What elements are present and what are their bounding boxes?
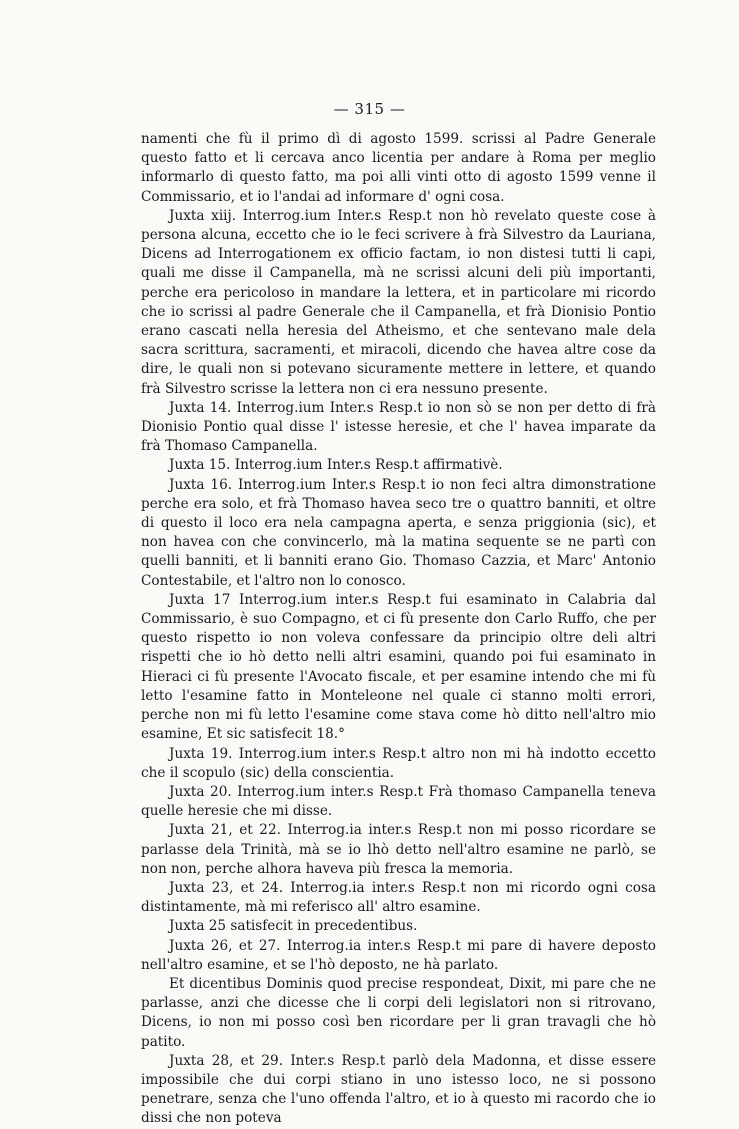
paragraph: Et dicentibus Dominis quod precise respondeat, Dixit, mi pare che ne parlasse, anzi che dicesse che li corpi deli legislatori non si ritrovano, Dicens, io non mi posso così ben ricordare per li gran travagli che hò patito.	[141, 975, 656, 1050]
paragraph: Juxta 25 satisfecit in precedentibus.	[169, 918, 418, 935]
paragraph: Juxta 28, et 29. Inter.s Resp.t parlò dela Madonna, et disse essere impossibile che dui corpi stiano in uno istesso loco, ne si possono penetrare, senza che l'uno offenda l'altro, et io à questo mi racordo che io dissi che non poteva	[141, 1052, 656, 1127]
paragraph: Juxta 21, et 22. Interrog.ia inter.s Resp.t non mi posso ricordare se parlasse dela Trinità, mà se io lhò detto nell'altro esamine ne parlò, se non non, perche alhora haveva più fresca la memoria.	[141, 822, 656, 877]
page-number: — 315 —	[333, 100, 406, 118]
paragraph: Juxta xiij. Interrog.ium Inter.s Resp.t non hò revelato queste cose à persona alcuna, eccetto che io le feci scrivere à frà Silvestro da Lauriana, Dicens ad Interrogationem ex officio factam, io non distesi tutti li capi, quali me disse il Campanella, mà ne scrissi alcuni deli più importanti, perche era pericoloso in mandare la lettera, et in particolare mi ricordo che io scrissi al padre Generale che il Campanella, et frà Dionisio Pontio erano cascati nella heresia del Atheismo, et che sentevano male dela sacra scrittura, sacramenti, et miracoli, dicendo che havea altre cose da dire, le quali non si potevano sicuramente mettere in lettere, et quando frà Silvestro scrisse la lettera non ci era nessuno presente.	[141, 207, 656, 397]
paragraph: Juxta 20. Interrog.ium inter.s Resp.t Frà thomaso Campanella teneva quelle heresie che mi disse.	[141, 783, 656, 820]
paragraph: Juxta 17 Interrog.ium inter.s Resp.t fui esaminato in Calabria dal Commissario, è suo Compagno, et ci fù presente don Carlo Ruffo, che per questo rispetto io non voleva confessare da principio oltre deli altri rispetti che io hò detto nelli altri esamini, quando poi fui esaminato in Hieraci ci fù presente l'Avocato fiscale, et per esamine intendo che mi fù letto l'esamine fatto in Monteleone nel quale ci stanno molti errori, perche non mi fù letto l'esamine come stava come hò ditto nell'altro mio esamine, Et sic satisfecit 18.°	[141, 591, 656, 743]
paragraph: Juxta 26, et 27. Interrog.ia inter.s Resp.t mi pare di havere deposto nell'altro esamine, et se l'hò deposto, ne hà parlato.	[141, 937, 656, 973]
page-body	[141, 130, 656, 1129]
paragraph: Juxta 14. Interrog.ium Inter.s Resp.t io non sò se non per detto di frà Dionisio Pontio qual disse l' istesse heresie, et che l' havea imparate da frà Thomaso Campanella.	[141, 399, 656, 455]
paragraph: Juxta 19. Interrog.ium inter.s Resp.t altro non mi hà indotto eccetto che il scopulo (sic) della conscientia.	[141, 745, 656, 781]
paragraph: namenti che fù il primo dì di agosto 1599. scrissi al Padre Generale questo fatto et li cercava anco licentia per andare à Roma per meglio informarlo di questo fatto, ma poi alli vinti otto di agosto 1599 venne il Commissario, et io l'andai ad informare d' ogni cosa.	[141, 131, 656, 205]
paragraph: Juxta 23, et 24. Interrog.ia inter.s Resp.t non mi ricordo ogni cosa distintamente, mà mi referisco all' altro esamine.	[141, 879, 656, 916]
paragraph: Juxta 15. Interrog.ium Inter.s Resp.t affirmativè.	[169, 457, 503, 474]
paragraph: Juxta 16. Interrog.ium Inter.s Resp.t io non feci altra dimonstratione perche era solo, et frà Thomaso havea seco tre o quattro banniti, et oltre di questo il loco era nela campagna aperta, e senza priggionia (sic), et non havea con che convincerlo, mà la matina sequente se ne partì con quelli banniti, et li banniti erano Gio. Thomaso Cazzia, et Marc' Antonio Contestabile, et l'altro non lo conosco.	[141, 476, 656, 589]
